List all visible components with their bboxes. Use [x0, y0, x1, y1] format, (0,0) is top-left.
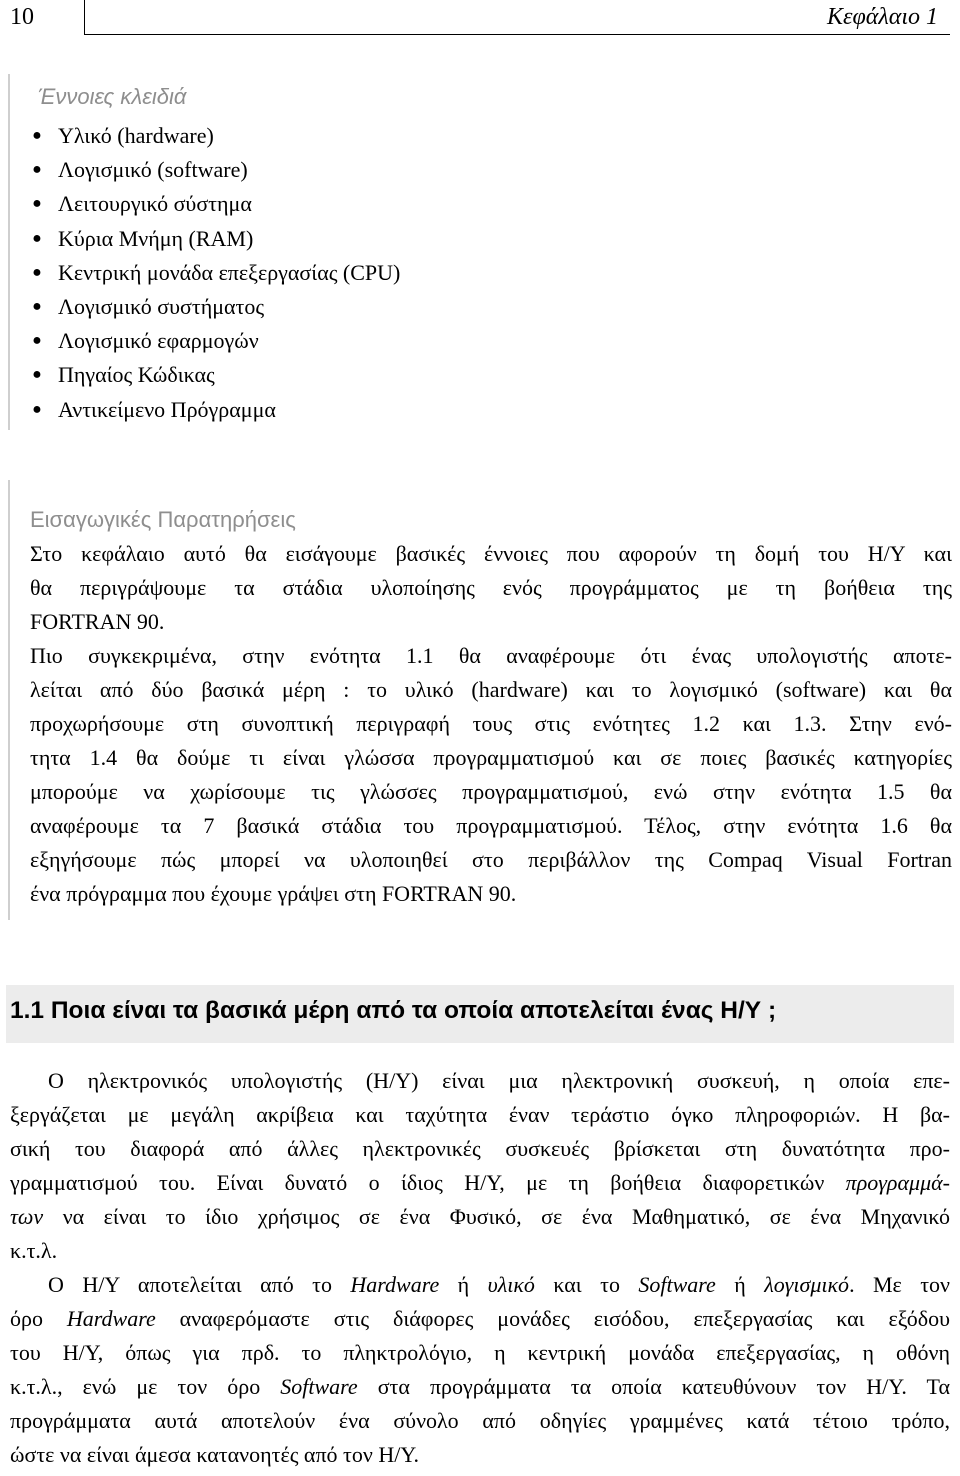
list-item: ● Λογισμικό (software) — [26, 153, 400, 187]
key-concepts-title: Έννοιες κλειδιά — [38, 84, 187, 109]
list-item: ● Υλικό (hardware) — [26, 119, 400, 153]
list-item: ● Κεντρική μονάδα επεξεργασίας (CPU) — [26, 256, 400, 290]
list-item: ● Πηγαίος Κώδικας — [26, 358, 400, 392]
bullet-icon: ● — [32, 332, 42, 350]
bullet-icon: ● — [32, 366, 42, 384]
list-item: ● Κύρια Μνήμη (RAM) — [26, 222, 400, 256]
bullet-icon: ● — [32, 161, 42, 179]
bullet-icon: ● — [32, 229, 42, 247]
bullet-icon: ● — [32, 127, 42, 144]
intro-paragraph-1: Στο κεφάλαιο αυτό θα εισάγουμε βασικές έννοιες που αφορούν τη δομή του Η/Υ και θα περιγράψουμε τα στάδια υλοποίησης ενός προγράμματος με τη βοήθεια της FORTRAN 90. — [30, 541, 952, 634]
section-paragraph-1: Ο ηλεκτρονικός υπολογιστής (Η/Υ) είναι μια ηλεκτρονική συσκευή, η οποία επε- ξεργάζεται με μεγάλη ακρίβεια και ταχύτητα έναν τεράστιο όγκο πληροφοριών. Η βα- σική του διαφορά από άλλες ηλεκτρονικές συσκευές βρίσκεται στη δυνατότητα προ- γραμματισμού του. Είναι δυνατό ο ίδιος Η/Υ, με τη βοήθεια διαφορετικών προγραμμά- των να είναι το ίδιο χρήσιμος σε ένα Φυσικό, σε ένα Μαθηματικό, σε ένα Μηχανικό κ.τ.λ. — [10, 1068, 950, 1263]
list-item: ● Λογισμικό εφαρμογών — [26, 324, 400, 358]
intro-side-rule — [8, 480, 10, 920]
header-rule — [84, 34, 950, 35]
bullet-icon: ● — [32, 400, 42, 418]
bullet-icon: ● — [32, 195, 42, 213]
section-paragraph-2: Ο Η/Υ αποτελείται από το Hardware ή υλικό και το Software ή λογισμικό. Με τον όρο Hardware αναφερόμαστε στις διάφορες μονάδες εισόδου, επεξεργασίας και εξόδου του Η/Υ, όπως για πρδ. το πληκτρολόγιο, η κεντρική μονάδα επεξεργασίας, η οθόνη κ.τ.λ., ενώ με τον όρο Software στα προγράμματα τα οποία κατευθύνουν τον Η/Υ. Τα προγράμματα αυτά αποτελούν ένα σύνολο από οδηγίες γραμμένες κατά τέτοιο τρόπο, ώστε να είναι άμεσα κατανοητές από τον Η/Υ. — [10, 1272, 951, 1467]
bullet-icon: ● — [32, 263, 42, 281]
list-item: ● Λογισμικό συστήματος — [26, 290, 400, 324]
list-item: ● Αντικείμενο Πρόγραμμα — [26, 393, 400, 427]
header-divider — [84, 0, 85, 35]
intro-paragraph-2: Πιο συγκεκριμένα, στην ενότητα 1.1 θα αναφέρουμε ότι ένας υπολογιστής αποτε- λείται από δύο βασικά μέρη : το υλικό (hardware) και το λογισμικό (software) και θα προχωρήσουμε στη συνοπτική περιγραφή τους στις ενότητες 1.2 και 1.3. Στην ενό- τητα 1.4 θα δούμε τι είναι γλώσσα προγραμματισμού και σε ποιες βασικές κατηγορίες μπορούμε να χωρίσουμε τις γλώσσες προγραμματισμού, ενώ στην ενότητα 1.5 θα αναφέρουμε τα 7 βασικά στάδια του προγραμματισμού. Τέλος, στην ενότητα 1.6 θα εξηγήσουμε πώς μπορεί να υλοποιηθεί στο περιβάλλον της Compaq Visual Fortran ένα πρόγραμμα που έχουμε γράψει στη FORTRAN 90. — [30, 643, 952, 906]
list-item: ● Λειτουργικό σύστημα — [26, 187, 400, 221]
key-concepts-list — [26, 119, 400, 427]
section-heading: 1.1 Ποια είναι τα βασικά μέρη από τα οποία αποτελείται ένας Η/Υ ; — [6, 985, 954, 1043]
key-concepts-side-rule — [8, 74, 10, 430]
page-number: 10 — [10, 4, 34, 30]
intro-title: Εισαγωγικές Παρατηρήσεις — [30, 507, 296, 532]
chapter-title: Κεφάλαιο 1 — [827, 4, 938, 30]
bullet-icon: ● — [32, 298, 42, 316]
